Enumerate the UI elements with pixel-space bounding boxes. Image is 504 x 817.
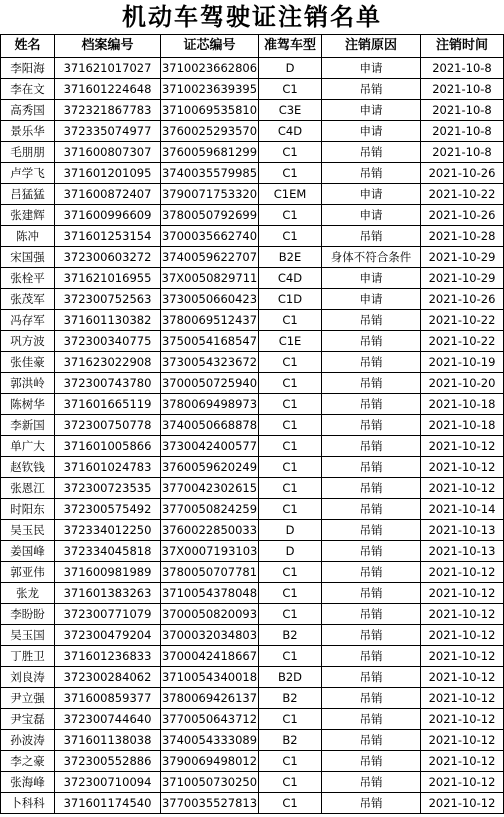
table-row — [1, 457, 504, 478]
cell-date: 2021-10-26 — [421, 289, 504, 310]
cell-date: 2021-10-13 — [421, 541, 504, 562]
cell-file-number: 371600872407 — [55, 184, 161, 205]
cell-name: 郭洪岭 — [1, 373, 55, 394]
cell-reason: 吊销 — [322, 583, 421, 604]
cell-reason: 吊销 — [322, 520, 421, 541]
cell-license-number: 3780050792699 — [161, 205, 259, 226]
cell-name: 丁胜卫 — [1, 646, 55, 667]
cell-vehicle-class: C1 — [259, 163, 322, 184]
cell-reason: 申请 — [322, 100, 421, 121]
table-row — [1, 772, 504, 793]
cell-license-number: 37X0007193103 — [161, 541, 259, 562]
cell-name: 单广大 — [1, 436, 55, 457]
cell-license-number: 3730054323672 — [161, 352, 259, 373]
cell-vehicle-class: C1 — [259, 457, 322, 478]
cell-vehicle-class: C3E — [259, 100, 322, 121]
table-row — [1, 751, 504, 772]
cell-license-number: 3740035579985 — [161, 163, 259, 184]
cell-date: 2021-10-28 — [421, 226, 504, 247]
cell-reason: 吊销 — [322, 667, 421, 688]
table-row — [1, 100, 504, 121]
table-row — [1, 394, 504, 415]
cell-license-number: 3740050668878 — [161, 415, 259, 436]
cell-reason: 吊销 — [322, 310, 421, 331]
table-row — [1, 142, 504, 163]
cell-license-number: 3770050643712 — [161, 709, 259, 730]
cell-vehicle-class: C4D — [259, 121, 322, 142]
cell-license-number: 3710023639395 — [161, 79, 259, 100]
cell-file-number: 371601005866 — [55, 436, 161, 457]
cell-vehicle-class: D — [259, 541, 322, 562]
cell-reason: 吊销 — [322, 142, 421, 163]
cell-name: 尹立强 — [1, 688, 55, 709]
cell-file-number: 372321867783 — [55, 100, 161, 121]
cell-name: 姜国峰 — [1, 541, 55, 562]
cell-vehicle-class: C1 — [259, 772, 322, 793]
cell-date: 2021-10-12 — [421, 751, 504, 772]
table-row — [1, 205, 504, 226]
cell-date: 2021-10-12 — [421, 709, 504, 730]
cell-vehicle-class: C1 — [259, 646, 322, 667]
cell-date: 2021-10-29 — [421, 247, 504, 268]
cell-date: 2021-10-18 — [421, 415, 504, 436]
cell-file-number: 372300284062 — [55, 667, 161, 688]
table-row — [1, 373, 504, 394]
cell-file-number: 371623022908 — [55, 352, 161, 373]
cell-license-number: 3770035527813 — [161, 793, 259, 814]
cell-reason: 吊销 — [322, 541, 421, 562]
cell-file-number: 371600807307 — [55, 142, 161, 163]
cell-license-number: 3700032034803 — [161, 625, 259, 646]
table-row — [1, 58, 504, 79]
table-row — [1, 331, 504, 352]
cell-vehicle-class: C1 — [259, 604, 322, 625]
cell-license-number: 3780069512437 — [161, 310, 259, 331]
cell-file-number: 371600996609 — [55, 205, 161, 226]
cell-license-number: 3710069535810 — [161, 100, 259, 121]
cell-name: 张栓平 — [1, 268, 55, 289]
table-row — [1, 478, 504, 499]
cell-reason: 申请 — [322, 268, 421, 289]
cell-license-number: 3730050660423 — [161, 289, 259, 310]
cell-date: 2021-10-12 — [421, 457, 504, 478]
cell-reason: 吊销 — [322, 415, 421, 436]
cell-license-number: 3740054333089 — [161, 730, 259, 751]
table-body — [1, 58, 504, 814]
cell-name: 吴玉国 — [1, 625, 55, 646]
cell-license-number: 3700050725940 — [161, 373, 259, 394]
cell-vehicle-class: C1 — [259, 415, 322, 436]
cell-vehicle-class: D — [259, 520, 322, 541]
cell-license-number: 3780069498973 — [161, 394, 259, 415]
cell-license-number: 3790071753320 — [161, 184, 259, 205]
cell-file-number: 372300603272 — [55, 247, 161, 268]
cell-name: 景乐华 — [1, 121, 55, 142]
table-row — [1, 415, 504, 436]
cell-reason: 吊销 — [322, 394, 421, 415]
cell-name: 时阳东 — [1, 499, 55, 520]
cell-file-number: 371601253154 — [55, 226, 161, 247]
cell-date: 2021-10-8 — [421, 100, 504, 121]
cell-reason: 申请 — [322, 121, 421, 142]
cell-file-number: 371621017027 — [55, 58, 161, 79]
cell-name: 刘良涛 — [1, 667, 55, 688]
header-file-number: 档案编号 — [55, 35, 161, 58]
cell-name: 高秀国 — [1, 100, 55, 121]
cell-file-number: 372300744640 — [55, 709, 161, 730]
cell-vehicle-class: C1 — [259, 142, 322, 163]
cell-reason: 吊销 — [322, 625, 421, 646]
cell-vehicle-class: D — [259, 58, 322, 79]
cell-license-number: 3760022850033 — [161, 520, 259, 541]
cell-license-number: 37X0050829711 — [161, 268, 259, 289]
cell-vehicle-class: C1 — [259, 436, 322, 457]
cell-reason: 申请 — [322, 58, 421, 79]
cell-date: 2021-10-22 — [421, 331, 504, 352]
cell-name: 尹宝磊 — [1, 709, 55, 730]
cell-vehicle-class: C1 — [259, 310, 322, 331]
cell-reason: 吊销 — [322, 793, 421, 814]
cell-date: 2021-10-8 — [421, 58, 504, 79]
cell-vehicle-class: C1 — [259, 205, 322, 226]
cell-name: 张茂军 — [1, 289, 55, 310]
cell-file-number: 371601138038 — [55, 730, 161, 751]
cell-date: 2021-10-22 — [421, 184, 504, 205]
cell-license-number: 3760025293570 — [161, 121, 259, 142]
cell-file-number: 372334012250 — [55, 520, 161, 541]
cell-license-number: 3750054168547 — [161, 331, 259, 352]
cell-date: 2021-10-12 — [421, 688, 504, 709]
cell-date: 2021-10-18 — [421, 394, 504, 415]
cell-reason: 吊销 — [322, 79, 421, 100]
cell-name: 李阳海 — [1, 58, 55, 79]
cell-name: 张恩江 — [1, 478, 55, 499]
cell-vehicle-class: C1D — [259, 289, 322, 310]
cell-reason: 申请 — [322, 184, 421, 205]
cell-file-number: 371601665119 — [55, 394, 161, 415]
cell-file-number: 372300710094 — [55, 772, 161, 793]
header-name: 姓名 — [1, 35, 55, 58]
table-row — [1, 709, 504, 730]
cell-license-number: 3730042400577 — [161, 436, 259, 457]
cell-license-number: 3770042302615 — [161, 478, 259, 499]
cell-reason: 吊销 — [322, 373, 421, 394]
table-row — [1, 352, 504, 373]
cell-file-number: 371601130382 — [55, 310, 161, 331]
cell-name: 李之豪 — [1, 751, 55, 772]
cell-license-number: 3740059622707 — [161, 247, 259, 268]
cell-date: 2021-10-12 — [421, 478, 504, 499]
cell-name: 张海峰 — [1, 772, 55, 793]
cell-reason: 吊销 — [322, 352, 421, 373]
cell-date: 2021-10-8 — [421, 79, 504, 100]
cell-reason: 吊销 — [322, 604, 421, 625]
table-row — [1, 163, 504, 184]
cell-reason: 吊销 — [322, 562, 421, 583]
cell-license-number: 3760059620249 — [161, 457, 259, 478]
cell-date: 2021-10-12 — [421, 646, 504, 667]
cell-date: 2021-10-12 — [421, 583, 504, 604]
cell-reason: 申请 — [322, 205, 421, 226]
cell-reason: 吊销 — [322, 457, 421, 478]
cell-name: 郭亚伟 — [1, 562, 55, 583]
table-row — [1, 520, 504, 541]
cell-date: 2021-10-12 — [421, 436, 504, 457]
header-reason: 注销原因 — [322, 35, 421, 58]
cell-date: 2021-10-13 — [421, 520, 504, 541]
cell-vehicle-class: C1EM — [259, 184, 322, 205]
table-row — [1, 79, 504, 100]
cell-license-number: 3770050824259 — [161, 499, 259, 520]
cell-vehicle-class: C1 — [259, 226, 322, 247]
cell-file-number: 371601174540 — [55, 793, 161, 814]
cell-date: 2021-10-26 — [421, 205, 504, 226]
cell-vehicle-class: C1 — [259, 79, 322, 100]
cell-license-number: 3710023662806 — [161, 58, 259, 79]
cell-vehicle-class: C1 — [259, 709, 322, 730]
cell-date: 2021-10-8 — [421, 121, 504, 142]
table-row — [1, 541, 504, 562]
cell-vehicle-class: B2 — [259, 688, 322, 709]
cell-name: 张建辉 — [1, 205, 55, 226]
cell-date: 2021-10-12 — [421, 772, 504, 793]
cell-vehicle-class: C1 — [259, 373, 322, 394]
cell-vehicle-class: B2D — [259, 667, 322, 688]
cell-name: 孙波涛 — [1, 730, 55, 751]
cancellation-table — [0, 34, 504, 814]
header-license-number: 证芯编号 — [161, 35, 259, 58]
cell-license-number: 3780050707781 — [161, 562, 259, 583]
table-row — [1, 499, 504, 520]
cell-reason: 吊销 — [322, 646, 421, 667]
cell-reason: 吊销 — [322, 226, 421, 247]
table-row — [1, 436, 504, 457]
cell-name: 李盼盼 — [1, 604, 55, 625]
cell-file-number: 372300575492 — [55, 499, 161, 520]
cell-vehicle-class: C4D — [259, 268, 322, 289]
table-row — [1, 625, 504, 646]
cell-file-number: 371600859377 — [55, 688, 161, 709]
cell-file-number: 372334045818 — [55, 541, 161, 562]
cell-date: 2021-10-19 — [421, 352, 504, 373]
cell-file-number: 372300723535 — [55, 478, 161, 499]
cell-license-number: 3700035662740 — [161, 226, 259, 247]
cell-reason: 吊销 — [322, 730, 421, 751]
cell-file-number: 372300479204 — [55, 625, 161, 646]
cell-reason: 吊销 — [322, 436, 421, 457]
cell-file-number: 371601383263 — [55, 583, 161, 604]
cell-name: 卜科科 — [1, 793, 55, 814]
cell-name: 卢学飞 — [1, 163, 55, 184]
cell-name: 陈树华 — [1, 394, 55, 415]
cell-file-number: 372300771079 — [55, 604, 161, 625]
cell-file-number: 372335074977 — [55, 121, 161, 142]
cell-reason: 吊销 — [322, 163, 421, 184]
table-row — [1, 793, 504, 814]
cell-vehicle-class: C1 — [259, 793, 322, 814]
cell-file-number: 372300752563 — [55, 289, 161, 310]
table-row — [1, 730, 504, 751]
cell-name: 吕猛猛 — [1, 184, 55, 205]
cell-date: 2021-10-22 — [421, 310, 504, 331]
cell-name: 张龙 — [1, 583, 55, 604]
cell-license-number: 3790069498012 — [161, 751, 259, 772]
page-title: 机动车驾驶证注销名单 — [122, 2, 382, 31]
cell-date: 2021-10-12 — [421, 562, 504, 583]
cell-license-number: 3710050730250 — [161, 772, 259, 793]
cell-date: 2021-10-12 — [421, 667, 504, 688]
cell-reason: 吊销 — [322, 751, 421, 772]
cell-date: 2021-10-29 — [421, 268, 504, 289]
table-row — [1, 121, 504, 142]
header-vehicle-class: 准驾车型 — [259, 35, 322, 58]
cell-name: 陈冲 — [1, 226, 55, 247]
cell-file-number: 371601024783 — [55, 457, 161, 478]
cell-date: 2021-10-20 — [421, 373, 504, 394]
cell-file-number: 371621016955 — [55, 268, 161, 289]
cell-date: 2021-10-12 — [421, 625, 504, 646]
cell-license-number: 3700050820093 — [161, 604, 259, 625]
cell-date: 2021-10-12 — [421, 793, 504, 814]
table-row — [1, 289, 504, 310]
table-row — [1, 667, 504, 688]
table-header-row — [1, 35, 504, 58]
cell-file-number: 371601201095 — [55, 163, 161, 184]
cell-date: 2021-10-12 — [421, 730, 504, 751]
cell-license-number: 3710054378048 — [161, 583, 259, 604]
cell-file-number: 372300743780 — [55, 373, 161, 394]
cell-license-number: 3700042418667 — [161, 646, 259, 667]
cell-date: 2021-10-14 — [421, 499, 504, 520]
cell-date: 2021-10-8 — [421, 142, 504, 163]
cell-license-number: 3710054340018 — [161, 667, 259, 688]
cell-vehicle-class: C1 — [259, 352, 322, 373]
cell-vehicle-class: B2 — [259, 730, 322, 751]
cell-reason: 申请 — [322, 289, 421, 310]
cell-reason: 吊销 — [322, 709, 421, 730]
table-row — [1, 226, 504, 247]
table-row — [1, 583, 504, 604]
cell-vehicle-class: C1 — [259, 394, 322, 415]
cell-name: 毛朋朋 — [1, 142, 55, 163]
cell-license-number: 3760059681299 — [161, 142, 259, 163]
cell-name: 李在文 — [1, 79, 55, 100]
cell-reason: 吊销 — [322, 331, 421, 352]
cell-vehicle-class: C1 — [259, 499, 322, 520]
header-date: 注销时间 — [421, 35, 504, 58]
cell-vehicle-class: C1 — [259, 478, 322, 499]
cell-file-number: 371601224648 — [55, 79, 161, 100]
table-row — [1, 310, 504, 331]
cell-vehicle-class: C1 — [259, 583, 322, 604]
table-row — [1, 604, 504, 625]
cell-name: 张佳豪 — [1, 352, 55, 373]
cell-name: 赵钦钱 — [1, 457, 55, 478]
cell-name: 吴玉民 — [1, 520, 55, 541]
cell-reason: 身体不符合条件 — [322, 247, 421, 268]
cell-file-number: 371600981989 — [55, 562, 161, 583]
table-row — [1, 268, 504, 289]
cell-reason: 吊销 — [322, 478, 421, 499]
cell-reason: 吊销 — [322, 772, 421, 793]
cell-date: 2021-10-26 — [421, 163, 504, 184]
table-row — [1, 562, 504, 583]
cell-name: 冯存军 — [1, 310, 55, 331]
cell-file-number: 372300750778 — [55, 415, 161, 436]
table-row — [1, 646, 504, 667]
cell-name: 李新国 — [1, 415, 55, 436]
cell-vehicle-class: C1E — [259, 331, 322, 352]
table-row — [1, 247, 504, 268]
cell-name: 巩方波 — [1, 331, 55, 352]
cell-file-number: 372300340775 — [55, 331, 161, 352]
cell-license-number: 3780069426137 — [161, 688, 259, 709]
cell-name: 宋国强 — [1, 247, 55, 268]
cell-file-number: 372300552886 — [55, 751, 161, 772]
cell-vehicle-class: B2 — [259, 625, 322, 646]
table-row — [1, 688, 504, 709]
cell-reason: 吊销 — [322, 688, 421, 709]
cell-date: 2021-10-12 — [421, 604, 504, 625]
table-row — [1, 184, 504, 205]
cell-vehicle-class: C1 — [259, 751, 322, 772]
cell-file-number: 371601236833 — [55, 646, 161, 667]
cell-reason: 吊销 — [322, 499, 421, 520]
cell-vehicle-class: C1 — [259, 562, 322, 583]
cell-vehicle-class: B2E — [259, 247, 322, 268]
